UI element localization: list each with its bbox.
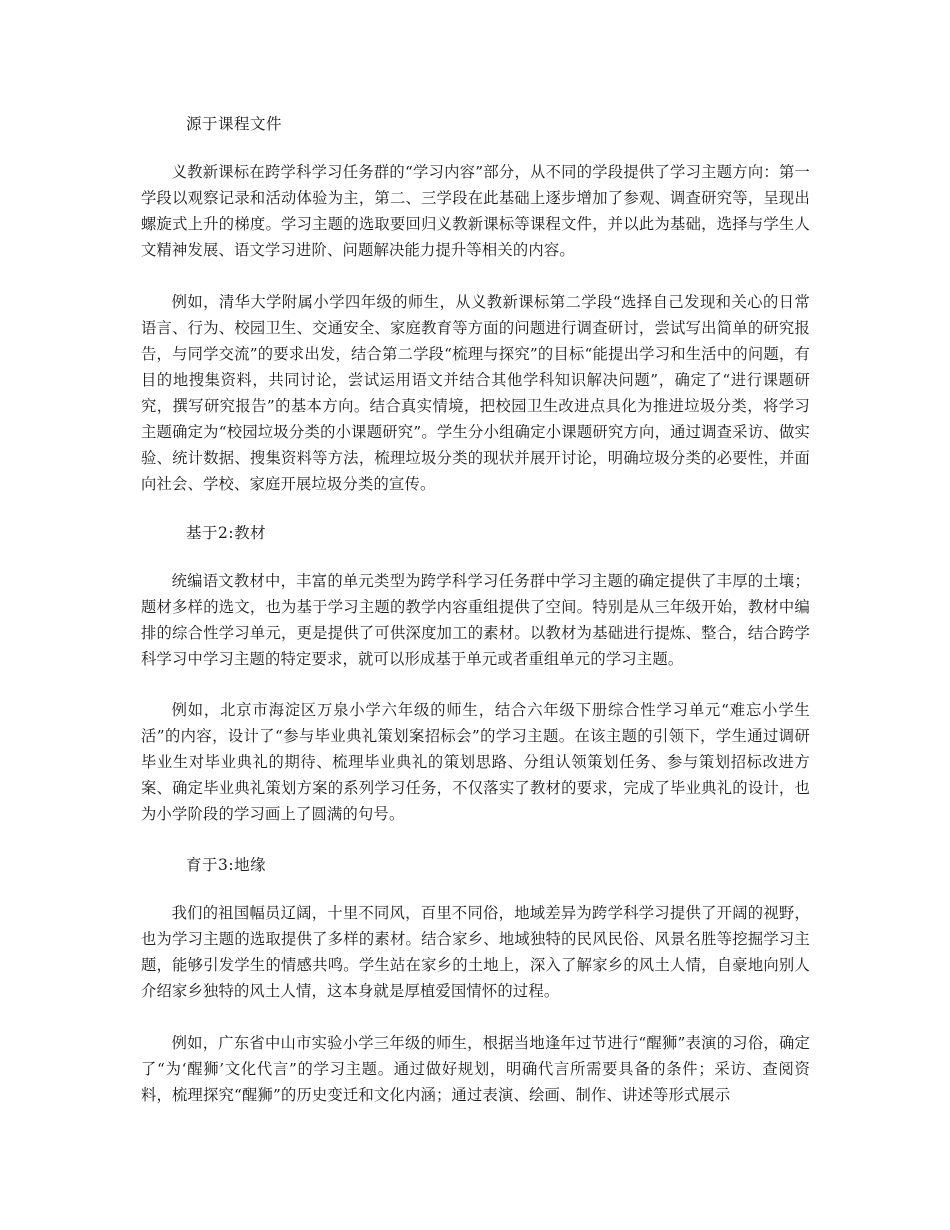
paragraph-2: 例如，清华大学附属小学四年级的师生，从义教新课标第二学段“选择自己发现和关心的日常语言、行为、校园卫生、交通安全、家庭教育等方面的问题进行调查研讨，尝试写出简单的研究报告，与同学交流”的要求出发，结合第二学段“梳理与探究”的目标“能提出学习和生活中的问题，有目的地搜集资料，共同讨论，尝试运用语文并结合其他学科知识解决问题”，确定了“进行课题研究，撰写研究报告”的基本方向。结合真实情境，把校园卫生改进点具化为推进垃圾分类，将学习主题确定为“校园垃圾分类的小课题研究”。学生分小组确定小课题研究方向，通过调查采访、做实验、统计数据、搜集资料等方法，梳理垃圾分类的现状并展开讨论，明确垃圾分类的必要性，并面向社会、学校、家庭开展垃圾分类的宣传。 <box>141 293 810 493</box>
paragraph-4: 例如，北京市海淀区万泉小学六年级的师生，结合六年级下册综合性学习单元“难忘小学生活”的内容，设计了“参与毕业典礼策划案招标会”的学习主题。在该主题的引领下，学生通过调研毕业生对毕业典礼的期待、梳理毕业典礼的策划思路、分组认领策划任务、参与策划招标改进方案、确定毕业典礼策划方案的系列学习任务，不仅落实了教材的要求，完成了毕业典礼的设计，也为小学阶段的学习画上了圆满的句号。 <box>141 701 810 823</box>
section-heading-2: 基于2:教材 <box>186 524 267 542</box>
paragraph-3: 统编语文教材中，丰富的单元类型为跨学科学习任务群中学习主题的确定提供了丰厚的土壤；题材多样的选文，也为基于学习主题的教学内容重组提供了空间。特别是从三年级开始，教材中编排的综合性学习单元，更是提供了可供深度加工的素材。以教材为基础进行提炼、整合，结合跨学科学习中学习主题的特定要求，就可以形成基于单元或者重组单元的学习主题。 <box>141 572 810 668</box>
paragraph-1: 义教新课标在跨学科学习任务群的“学习内容”部分，从不同的学段提供了学习主题方向：第一学段以观察记录和活动体验为主，第二、三学段在此基础上逐步增加了参观、调查研究等，呈现出螺旋式上升的梯度。学习主题的选取要回归义教新课标等课程文件，并以此为基础，选择与学生人文精神发展、语文学习进阶、问题解决能力提升等相关的内容。 <box>141 163 810 259</box>
section-heading-3: 育于3:地缘 <box>186 856 267 874</box>
paragraph-6: 例如，广东省中山市实验小学三年级的师生，根据当地逢年过节进行“醒狮”表演的习俗，确定了“为‘醒狮’文化代言”的学习主题。通过做好规划，明确代言所需要具备的条件；采访、查阅资料，梳理探究“醒狮”的历史变迁和文化内涵；通过表演、绘画、制作、讲述等形式展示 <box>141 1034 810 1104</box>
paragraph-5: 我们的祖国幅员辽阔，十里不同风，百里不同俗，地域差异为跨学科学习提供了开阔的视野，也为学习主题的选取提供了多样的素材。结合家乡、地域独特的民风民俗、风景名胜等挖掘学习主题，能够引发学生的情感共鸣。学生站在家乡的土地上，深入了解家乡的风土人情，自豪地向别人介绍家乡独特的风土人情，这本身就是厚植爱国情怀的过程。 <box>141 904 810 1000</box>
section-heading-1: 源于课程文件 <box>186 115 283 133</box>
